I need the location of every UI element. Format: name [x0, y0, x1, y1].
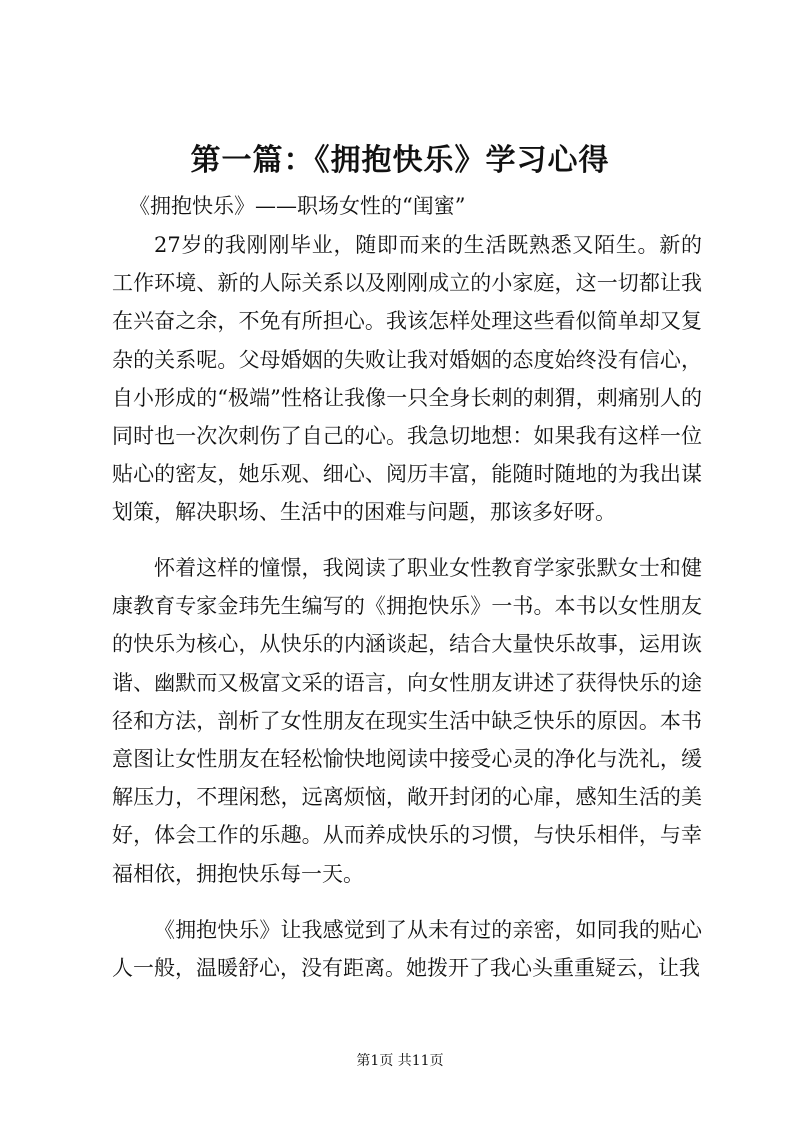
page-footer: 第1页 共11页: [356, 1053, 444, 1069]
paragraph-1: 27岁的我刚刚毕业，随即而来的生活既熟悉又陌生。新的工作环境、新的人际关系以及刚刚成立的小家庭，这一切都让我在兴奋之余，不免有所担心。我该怎样处理这些看似简单却又复杂的关系呢。父母婚姻的失败让我对婚姻的态度始终没有信心，自小形成的“极端”性格让我像一只全身长刺的刺猬，刺痛别人的同时也一次次刺伤了自己的心。我急切地想：如果我有这样一位贴心的密友，她乐观、细心、阅历丰富，能随时随地的为我出谋划策，解决职场、生活中的困难与问题，那该多好呀。: [112, 233, 702, 525]
paragraph-2: 怀着这样的憧憬，我阅读了职业女性教育学家张默女士和健康教育专家金玮先生编写的《拥抱快乐》一书。本书以女性朋友的快乐为核心，从快乐的内涵谈起，结合大量快乐故事，运用诙谐、幽默而又极富文采的语言，向女性朋友讲述了获得快乐的途径和方法，剖析了女性朋友在现实生活中缺乏快乐的原因。本书意图让女性朋友在轻松愉快地阅读中接受心灵的净化与洗礼，缓解压力，不理闲愁，远离烦恼，敞开封闭的心扉，感知生活的美好，体会工作的乐趣。从而养成快乐的习惯，与快乐相伴，与幸福相依，拥抱快乐每一天。: [112, 556, 702, 886]
document-subtitle: 《拥抱快乐》——职场女性的“闺蜜”: [129, 194, 466, 218]
paragraph-3: 《拥抱快乐》让我感觉到了从未有过的亲密，如同我的贴心人一般，温暖舒心，没有距离。她拨开了我心头重重疑云，让我: [112, 918, 702, 981]
document-title: 第一篇：《拥抱快乐》学习心得: [190, 143, 610, 178]
